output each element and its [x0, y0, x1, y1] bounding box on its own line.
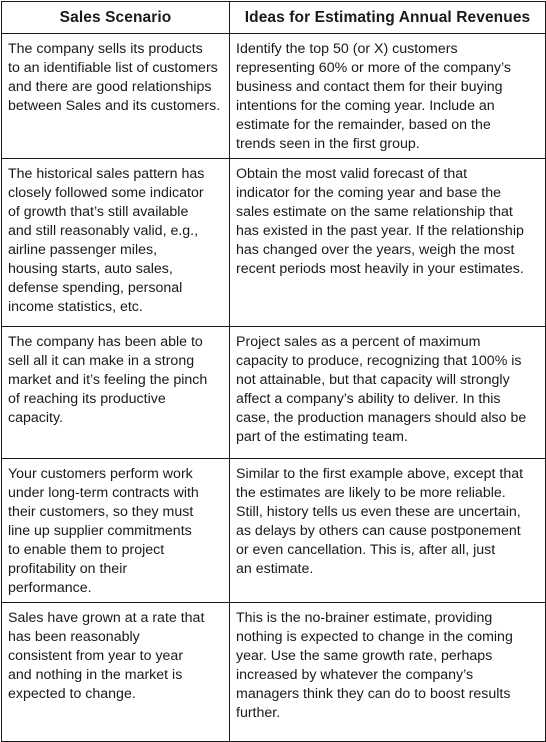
scenario-cell [2, 34, 230, 159]
idea-cell [230, 159, 546, 327]
idea-cell [230, 603, 546, 742]
idea-text: This is the no-brainer estimate, providing nothing is expected to change in the coming year. Use the same growth rate, perhaps increased by whatever the company’s managers think they can do to boost results further. [236, 610, 513, 721]
table-row [2, 159, 546, 327]
idea-text: Project sales as a percent of maximum capacity to produce, recognizing that 100% is not attainable, but that capacity will strongly affect a company’s ability to deliver. In this case, the production managers should also be part of the estimating team. [236, 334, 527, 445]
scenario-cell [2, 159, 230, 327]
header-estimating-ideas: Ideas for Estimating Annual Revenues [230, 2, 546, 34]
idea-cell [230, 327, 546, 459]
table-row [2, 34, 546, 159]
idea-text: Obtain the most valid forecast of that indicator for the coming year and base the sales estimate on the same relationship that has existed in the past year. If the relationship has changed over the years, weigh the most recent periods most heavily in your estimates. [236, 166, 524, 277]
table-row [2, 603, 546, 742]
scenario-cell [2, 459, 230, 603]
idea-text: Identify the top 50 (or X) customers representing 60% or more of the company’s business and contact them for their buying intentions for the coming year. Include an estimate for the remainder, based on the trends seen in the first group. [236, 41, 511, 152]
idea-cell [230, 459, 546, 603]
scenario-cell [2, 327, 230, 459]
scenario-text: Your customers perform work under long-term contracts with their customers, so they must line up supplier commitments to enable them to project profitability on their performance. [8, 466, 199, 596]
header-row [2, 2, 546, 34]
scenario-cell [2, 603, 230, 742]
idea-cell [230, 34, 546, 159]
table-row [2, 459, 546, 603]
sales-estimation-table [1, 1, 546, 742]
scenario-text: The company has been able to sell all it can make in a strong market and it’s feeling the pinch of reaching its productive capacity. [8, 334, 208, 426]
table-row [2, 327, 546, 459]
scenario-text: The company sells its products to an identifiable list of customers and there are good relationships between Sales and its customers. [8, 41, 221, 114]
idea-text: Similar to the first example above, except that the estimates are likely to be more reliable. Still, history tells us even these are uncertain, as delays by others can cause postponement or even cancellation. This is, after all, just an estimate. [236, 466, 524, 577]
scenario-text: The historical sales pattern has closely followed some indicator of growth that’s still available and still reasonably valid, e.g., airline passenger miles, housing starts, auto sales, defense spending, personal income statistics, etc. [8, 166, 205, 315]
header-sales-scenario: Sales Scenario [2, 2, 230, 34]
scenario-text: Sales have grown at a rate that has been reasonably consistent from year to year and nothing in the market is expected to change. [8, 610, 205, 702]
